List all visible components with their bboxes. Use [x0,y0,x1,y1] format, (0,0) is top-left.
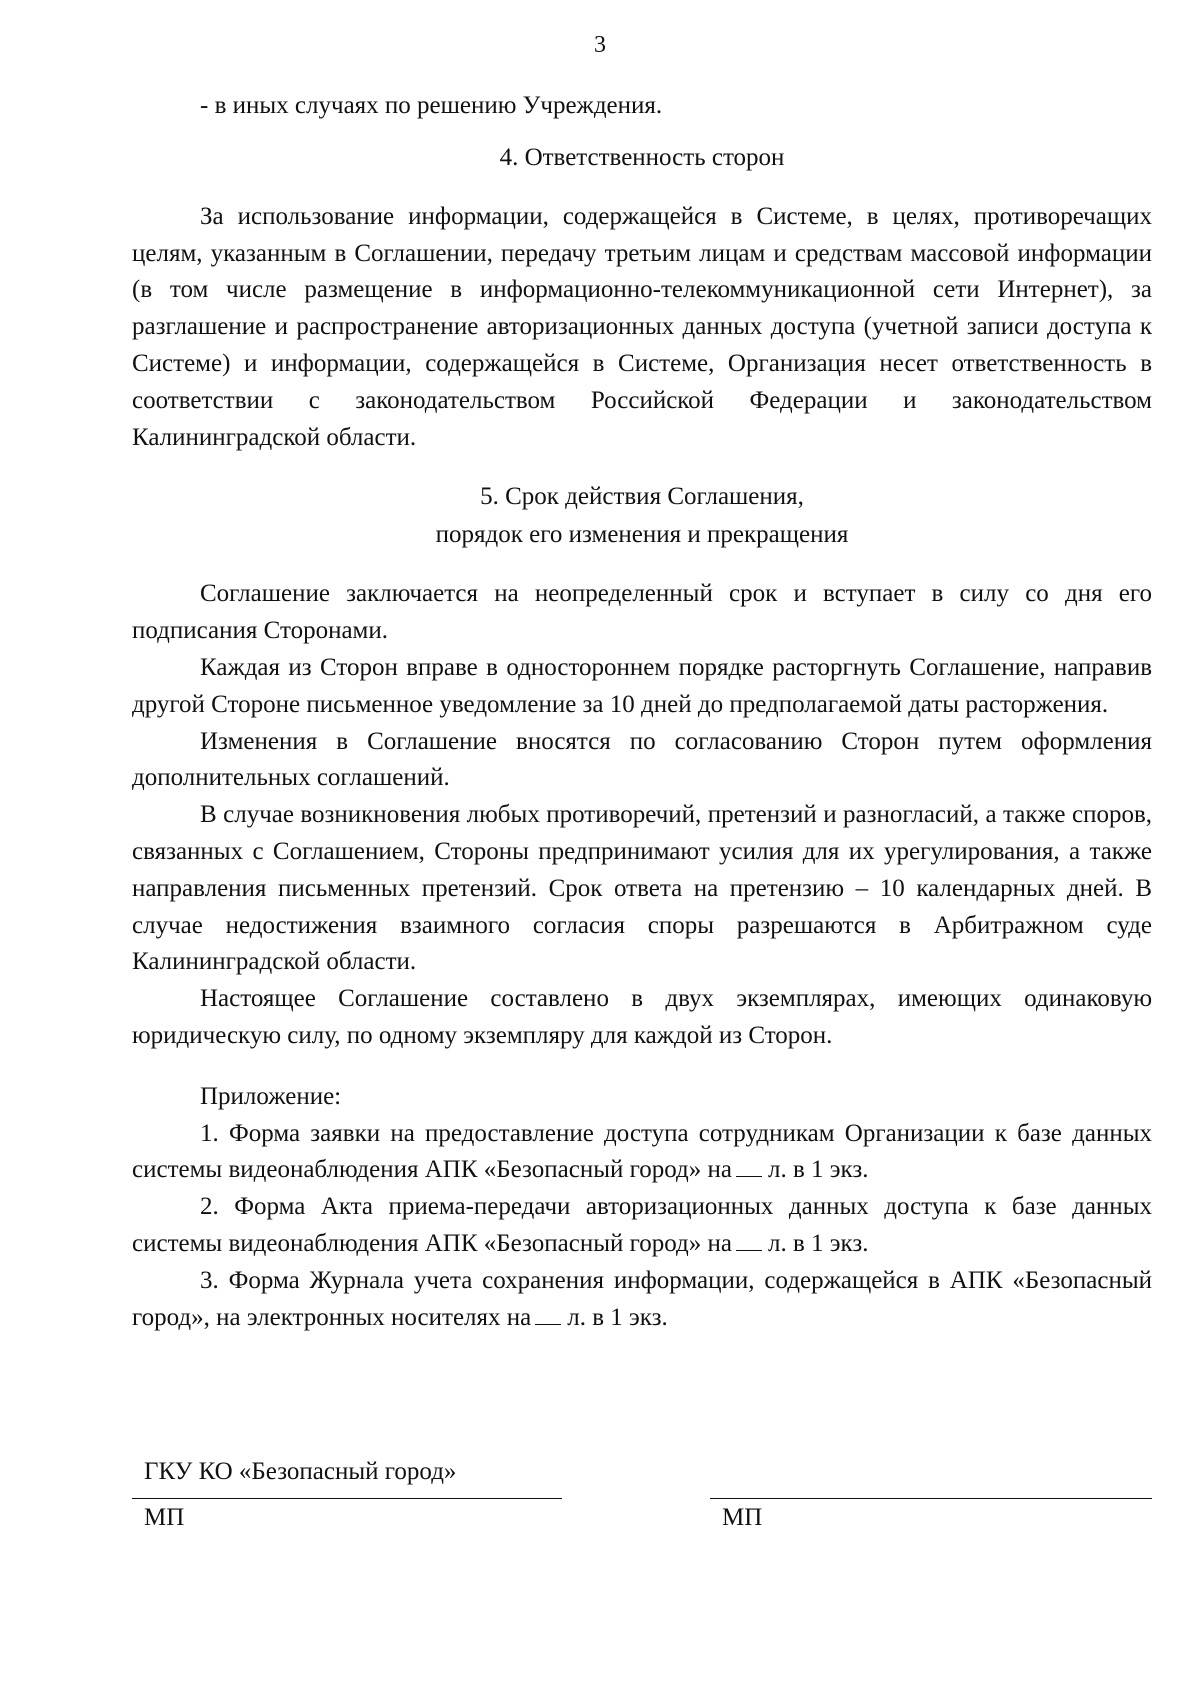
section-5-heading-line-2: порядок его изменения и прекращения [435,521,849,549]
section-5-paragraph: Изменения в Соглашение вносятся по согласованию Сторон путем оформления дополнительных соглашений. [132,727,1152,792]
section-5-paragraph: В случае возникновения любых противоречий, претензий и разногласий, а также споров, связанных с Соглашением, Стороны предпринимают усилия для их урегулирования, а также направления письменных претензий. Срок ответа на претензию – 10 календарных дней. В случае недостижения взаимного согласия споры разрешаются в Арбитражном суде Калининградской области. [132,801,1152,976]
page-count-blank [736,1250,762,1251]
section-4-heading: 4. Ответственность сторон [499,143,785,171]
section-5-paragraph: Соглашение заключается на неопределенный срок и вступает в силу со дня его подписания Сторонами. [132,580,1152,645]
appendix-item-text: 3. Форма Журнала учета сохранения информации, содержащейся в АПК «Безопасный город», на электронных носителях на [132,1266,1152,1331]
appendix-item-suffix: л. в 1 экз. [768,1229,869,1257]
left-signature-line [132,1498,562,1499]
left-party-name: ГКУ КО «Безопасный город» [144,1458,457,1485]
appendix-item-text: 1. Форма заявки на предоставление доступа сотрудникам Организации к базе данных системы видеонаблюдения АПК «Безопасный город» на [132,1119,1152,1184]
left-seal-label: МП [144,1504,185,1531]
appendix-item [132,1116,1152,1190]
appendix-item-suffix: л. в 1 экз. [768,1156,869,1184]
appendix-item-suffix: л. в 1 экз. [567,1303,668,1331]
page-count-blank [535,1324,561,1325]
right-signature-line [710,1498,1152,1499]
appendix-item-text: 2. Форма Акта приема-передачи авторизационных данных доступа к базе данных системы видеонаблюдения АПК «Безопасный город» на [132,1193,1152,1257]
page-number: 3 [594,32,606,58]
opening-line: - в иных случаях по решению Учреждения. [200,92,663,119]
page-count-blank [736,1176,762,1177]
section-5-heading-line-1: 5. Срок действия Соглашения, [480,483,804,511]
appendix-title: Приложение: [200,1082,342,1110]
document-body [132,88,1152,1336]
section-4-paragraph: За использование информации, содержащейся в Системе, в целях, противоречащих целям, указанным в Соглашении, передачу третьим лицам и средствам массовой информации (в том числе размещение в информационно-телекоммуникационной сети Интернет), за разглашение и распространение авторизационных данных доступа (учетной записи доступа к Системе) и информации, содержащейся в Системе, Организация несет ответственность в соответствии с законодательством Российской Федерации и законодательством Калининградской области. [132,202,1152,451]
section-5-paragraph: Настоящее Соглашение составлено в двух экземплярах, имеющих одинаковую юридическую силу, по одному экземпляру для каждой из Сторон. [132,985,1152,1049]
appendix-item [132,1263,1152,1337]
appendix-item [132,1189,1152,1263]
section-5-paragraph: Каждая из Сторон вправе в одностороннем порядке расторгнуть Соглашение, направив другой Стороне письменное уведомление за 10 дней до предполагаемой даты расторжения. [132,653,1152,718]
right-seal-label: МП [722,1504,763,1531]
